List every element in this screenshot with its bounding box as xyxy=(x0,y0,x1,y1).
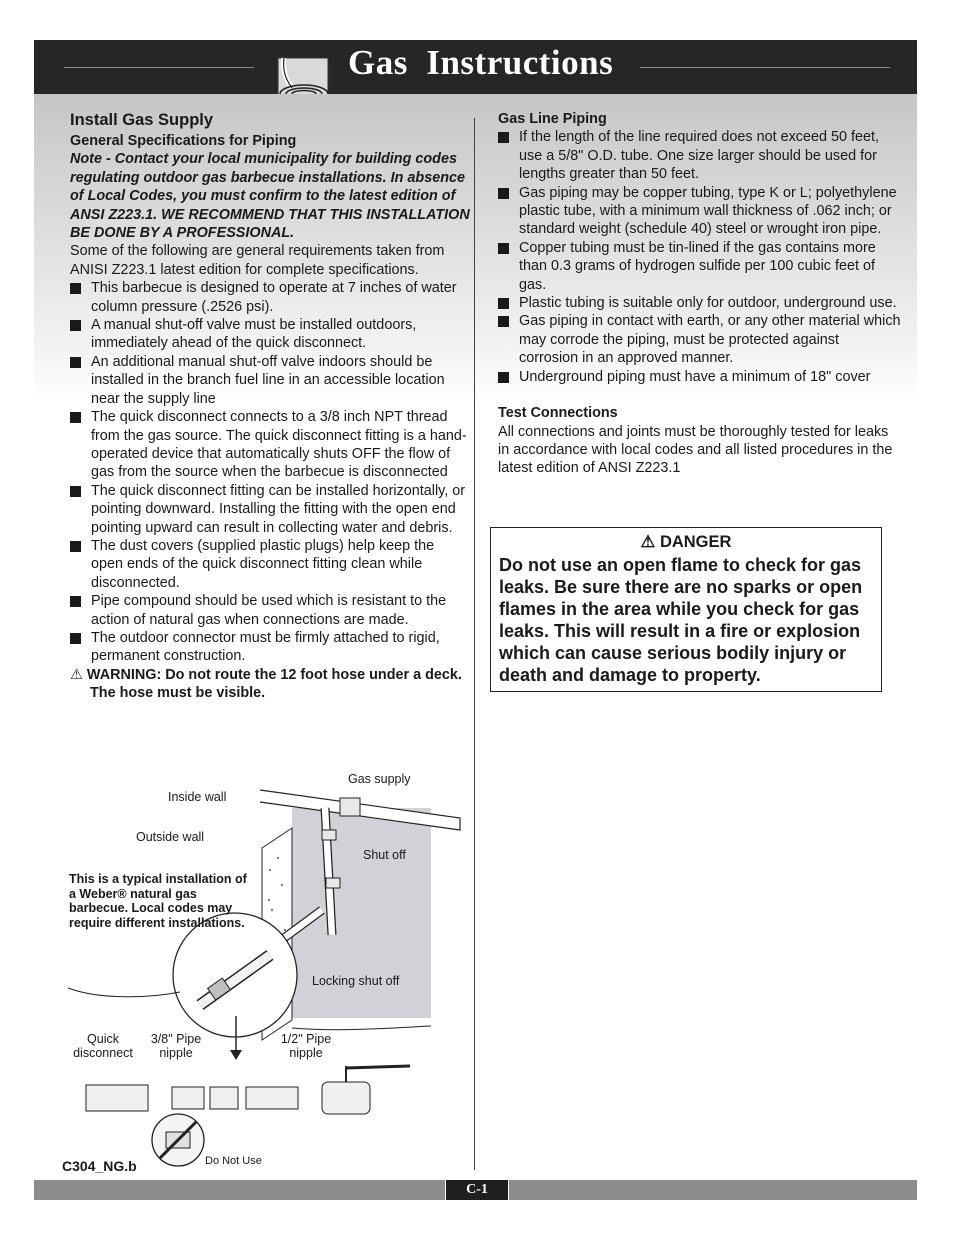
danger-title: ⚠ DANGER xyxy=(640,533,732,551)
bullet-square-icon xyxy=(498,132,509,143)
bullet-square-icon xyxy=(70,320,81,331)
spacer xyxy=(498,386,902,404)
locking-shut-off-label: Locking shut off xyxy=(312,974,400,988)
list-item: The quick disconnect connects to a 3/8 inch NPT thread from the gas source. The quick disconnect fitting is a hand-operated device that automatically shuts OFF the flow of gas from the source when the barbecue is disconnected xyxy=(70,408,470,482)
list-item: The quick disconnect fitting can be installed horizontally, or pointing downward. Installing the fitting with the open end pointing upward can result in collecting water and debris. xyxy=(70,482,470,537)
intro-text: Some of the following are general requirements taken from ANISI Z223.1 latest edition for complete specifications. xyxy=(70,243,445,278)
hose-warning: ⚠ WARNING: Do not route the 12 foot hose under a deck. The hose must be visible. xyxy=(70,666,462,702)
list-item: Copper tubing must be tin-lined if the gas contains more than 0.3 grams of hydrogen sulfide per 100 cubic feet of gas. xyxy=(498,239,902,294)
list-item: The outdoor connector must be firmly attached to rigid, permanent construction. xyxy=(70,629,470,666)
list-item: Gas piping in contact with earth, or any other material which may corrode the piping, must be protected against corrosion in an approved manner. xyxy=(498,312,902,367)
subheading-test-connections: Test Connections xyxy=(498,405,618,422)
page-number: C-1 xyxy=(446,1180,508,1200)
gas-supply-label: Gas supply xyxy=(348,772,411,786)
bullet-square-icon xyxy=(70,486,81,497)
right-column xyxy=(498,110,902,478)
warning-triangle-icon: ⚠ xyxy=(70,666,83,683)
bullet-square-icon xyxy=(498,188,509,199)
warning-triangle-icon: ⚠ xyxy=(640,533,656,551)
inside-wall-label: Inside wall xyxy=(168,790,227,804)
list-item: The dust covers (supplied plastic plugs) help keep the open ends of the quick disconnect fitting clean while disconnected. xyxy=(70,537,470,592)
section-heading-install: Install Gas Supply xyxy=(70,111,214,129)
list-item: This barbecue is designed to operate at 7 inches of water column pressure (.2526 psi). xyxy=(70,279,470,316)
bullet-square-icon xyxy=(70,283,81,294)
gas-line-list xyxy=(498,128,902,386)
danger-box xyxy=(490,527,882,692)
bullet-square-icon xyxy=(70,412,81,423)
footer-bar-left xyxy=(34,1180,445,1200)
bullet-square-icon xyxy=(498,316,509,327)
bullet-square-icon xyxy=(498,298,509,309)
quick-disconnect-label: Quick disconnect xyxy=(73,1032,133,1060)
list-item: Underground piping must have a minimum of 18" cover xyxy=(498,368,902,386)
bullet-square-icon xyxy=(70,541,81,552)
shut-off-label: Shut off xyxy=(363,848,406,862)
bullet-square-icon xyxy=(70,633,81,644)
local-codes-note: Note - Contact your local municipality for building codes regulating outdoor gas barbecue installations. In absence of Local Codes, you must confirm to the latest edition of ANSI Z223.1. WE RECOMMEND THAT THIS INSTALLATION BE DONE BY A PROFESSIONAL. xyxy=(70,151,470,242)
pipe-nipple-1-2-label: 1/2" Pipe nipple xyxy=(280,1032,332,1060)
test-connections-text: All connections and joints must be thoroughly tested for leaks in accordance with local codes and all listed procedures in the latest edition of ANSI Z223.1 xyxy=(498,423,893,477)
bullet-square-icon xyxy=(498,372,509,383)
installation-diagram xyxy=(60,760,480,1180)
installation-illustration xyxy=(60,760,480,1180)
list-item: Pipe compound should be used which is resistant to the action of natural gas when connections are made. xyxy=(70,592,470,629)
typical-installation-note: This is a typical installation of a Weber® natural gas barbecue. Local codes may require different installations. xyxy=(69,872,247,930)
do-not-use-label: Do Not Use xyxy=(205,1155,262,1167)
subheading-gas-line-piping: Gas Line Piping xyxy=(498,111,607,127)
bullet-square-icon xyxy=(70,596,81,607)
pipe-nipple-3-8-label: 3/8" Pipe nipple xyxy=(150,1032,202,1060)
header-rule-left xyxy=(64,67,254,68)
list-item: If the length of the line required does not exceed 50 feet, use a 5/8" O.D. tube. One size larger should be used for lengths greater than 50 feet. xyxy=(498,128,902,183)
bullet-square-icon xyxy=(70,357,81,368)
danger-text: Do not use an open flame to check for gas leaks. Be sure there are no sparks or open flames in the area while you check for gas leaks. This will result in a fire or explosion which can cause serious bodily injury or death and damage to property. xyxy=(499,555,863,685)
list-item: An additional manual shut-off valve indoors should be installed in the branch fuel line in an accessible location near the supply line xyxy=(70,353,470,408)
list-item: Plastic tubing is suitable only for outdoor, underground use. xyxy=(498,294,902,312)
page-title: Gas Instructions xyxy=(348,43,614,82)
header-rule-right xyxy=(640,67,890,68)
subheading-general-specs: General Specifications for Piping xyxy=(70,133,297,149)
footer-bar-right xyxy=(509,1180,917,1200)
piping-requirements-list xyxy=(70,279,470,666)
list-item: A manual shut-off valve must be installed outdoors, immediately ahead of the quick disconnect. xyxy=(70,316,470,353)
outside-wall-label: Outside wall xyxy=(136,830,205,844)
figure-code: C304_NG.b xyxy=(62,1158,137,1174)
bullet-square-icon xyxy=(498,243,509,254)
left-column xyxy=(70,110,470,703)
list-item: Gas piping may be copper tubing, type K or L; polyethylene plastic tube, with a minimum wall thickness of .062 inch; or standard weight (schedule 40) steel or wrought iron pipe. xyxy=(498,184,902,239)
